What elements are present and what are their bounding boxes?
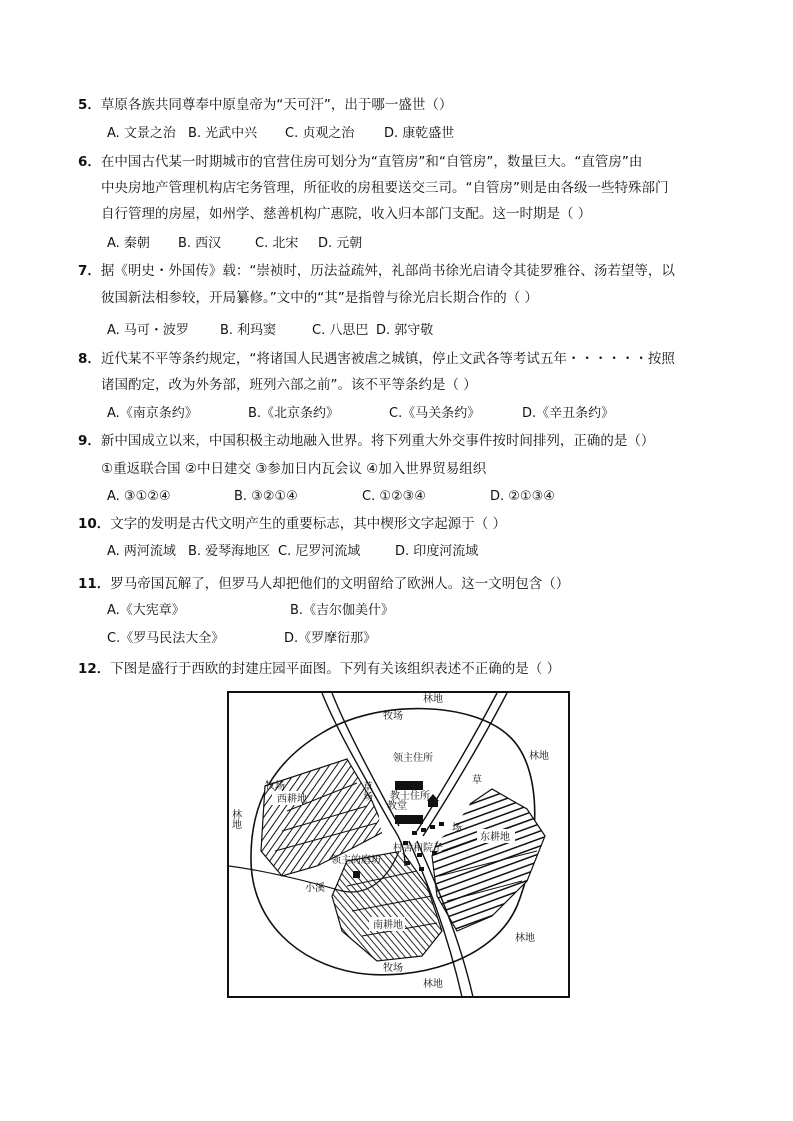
- label-cottages: 村舍和院子: [393, 843, 443, 854]
- label-left-pasture: 牧场: [265, 781, 285, 792]
- question-12-stem: 12．下图是盛行于西欧的封建庄园平面图。下列有关该组织表述不正确的是（ ）: [78, 661, 561, 677]
- q7-option-b: B. 利玛窦: [220, 323, 277, 338]
- q5-option-c: C. 贞观之治: [285, 126, 355, 141]
- question-11-stem: 11．罗马帝国瓦解了，但罗马人却把他们的文明留给了欧洲人。这一文明包含（）: [78, 576, 570, 592]
- label-church: 教堂: [387, 801, 407, 812]
- label-left-wood: 林地: [229, 809, 241, 829]
- church-building: [395, 815, 423, 824]
- q9-option-d: D. ②①③④: [490, 489, 555, 504]
- q10-option-d: D. 印度河流域: [395, 544, 479, 559]
- manor-map: [227, 691, 570, 998]
- q11-option-a: A.《大宪章》: [107, 603, 185, 618]
- question-8-stem: 8．近代某不平等条约规定，“将诸国人民遇害被虐之城镇，停止文武各等考试五年・・・・・・按照: [78, 351, 675, 367]
- q5-option-a: A. 文景之治: [107, 126, 176, 141]
- label-grass-right-1: 草: [472, 775, 482, 786]
- question-8-stem-line2: 诸国酌定，改为外务部，班列六部之前”。该不平等条约是（ ）: [101, 377, 477, 393]
- q6-option-d: D. 元朝: [318, 236, 363, 251]
- question-7-stem-line2: 彼国新法相参较，开局纂修。”文中的“其”是指曾与徐光启长期合作的（ ）: [101, 290, 539, 306]
- question-5-stem: 5．草原各族共同尊奉中原皇帝为“天可汗”，出于哪一盛世（）: [78, 97, 453, 113]
- q8-option-b: B.《北京条约》: [248, 406, 340, 421]
- question-6-stem: 6．在中国古代某一时期城市的官营住房可划分为“直管房”和“自管房”，数量巨大。“直管房”由: [78, 154, 643, 170]
- question-7-stem: 7．据《明史・外国传》载：“崇祯时，历法益疏舛，礼部尚书徐光启请令其徒罗雅谷、汤若望等，以: [78, 263, 675, 279]
- question-6-stem-line3: 自行管理的房屋，如州学、慈善机构广惠院，收入归本部门支配。这一时期是（ ）: [101, 206, 592, 222]
- lord-house-building: [395, 781, 423, 790]
- label-east-field: 东耕地: [480, 832, 510, 843]
- q6-option-a: A. 秦朝: [107, 236, 150, 251]
- label-lord-house: 领主住所: [393, 753, 433, 764]
- q8-option-a: A.《南京条约》: [107, 406, 198, 421]
- label-bottom-pasture: 牧场: [383, 963, 403, 974]
- label-stream: 小溪: [305, 883, 325, 894]
- q7-option-d: D. 郭守敬: [376, 323, 434, 338]
- label-top-wood: 林地: [423, 694, 443, 705]
- label-top-pasture: 牧场: [383, 711, 403, 722]
- q5-option-d: D. 康乾盛世: [384, 126, 455, 141]
- question-10-stem: 10．文字的发明是古代文明产生的重要标志，其中楔形文字起源于（ ）: [78, 516, 507, 532]
- manor-map-figure: [227, 691, 570, 998]
- q9-option-c: C. ①②③④: [362, 489, 426, 504]
- q11-option-d: D.《罗摩衍那》: [284, 631, 377, 646]
- q10-option-b: B. 爱琴海地区: [188, 544, 271, 559]
- q11-option-c: C.《罗马民法大全》: [107, 631, 225, 646]
- label-grass-right-2: 场: [452, 823, 462, 834]
- label-south-field: 南耕地: [373, 920, 403, 931]
- label-west-field: 西耕地: [277, 794, 307, 805]
- q6-option-b: B. 西汉: [178, 236, 222, 251]
- label-grass-left: 草场: [360, 781, 372, 801]
- label-right-wood: 林地: [529, 751, 549, 762]
- q5-option-b: B. 光武中兴: [188, 126, 258, 141]
- q9-option-b: B. ③②①④: [234, 489, 298, 504]
- q8-option-d: D.《辛丑条约》: [522, 406, 615, 421]
- q6-option-c: C. 北宋: [255, 236, 299, 251]
- q7-option-c: C. 八思巴: [312, 323, 369, 338]
- q10-option-a: A. 两河流域: [107, 544, 176, 559]
- question-6-stem-line2: 中央房地产管理机构店宅务管理，所征收的房租要送交三司。“自管房”则是由各级一些特殊部门: [101, 180, 669, 196]
- q9-option-a: A. ③①②④: [107, 489, 171, 504]
- question-9-events: ①重返联合国 ②中日建交 ③参加日内瓦会议 ④加入世界贸易组织: [101, 461, 487, 477]
- label-lord-mill: 领主的磨坊: [331, 855, 381, 866]
- q7-option-a: A. 马可・波罗: [107, 323, 189, 338]
- mill-building: [353, 871, 360, 878]
- q8-option-c: C.《马关条约》: [389, 406, 481, 421]
- label-priest-house: 教士住所: [390, 791, 430, 802]
- label-bottom-wood: 林地: [423, 979, 443, 990]
- q11-option-b: B.《吉尔伽美什》: [290, 603, 395, 618]
- label-bottom-right-wood: 林地: [515, 933, 535, 944]
- question-9-stem: 9．新中国成立以来，中国积极主动地融入世界。将下列重大外交事件按时间排列，正确的是（）: [78, 433, 655, 449]
- q10-option-c: C. 尼罗河流域: [278, 544, 361, 559]
